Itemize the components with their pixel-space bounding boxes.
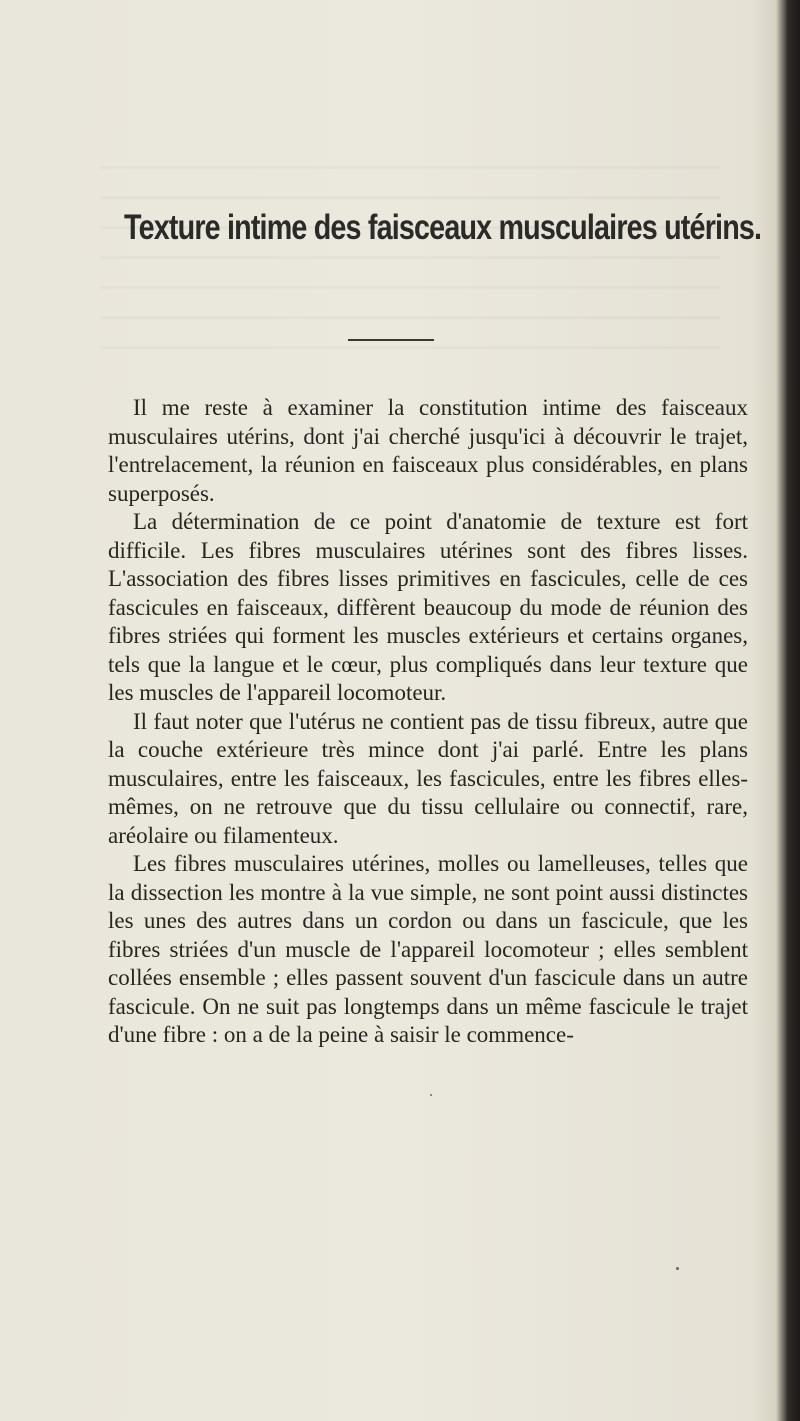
page-title: Texture intime des faisceaux musculaires utérins.: [124, 208, 762, 247]
paragraph-2: La détermination de ce point d'anatomie de texture est fort difficile. Les fibres musculaires utérines sont des fibres lisses. L'association des fibres lisses primitives en fascicules, celle de ces fascicules en faisceaux, diffèrent beaucoup du mode de réunion des fibres striées qui forment les muscles extérieurs et certains organes, tels que la langue et le cœur, plus compliqués dans leur texture que les muscles de l'appareil locomoteur.: [108, 509, 748, 705]
paper-speck: [430, 1094, 432, 1096]
show-through-texture: [100, 140, 762, 370]
paper-speck: [676, 1267, 679, 1270]
paragraph-4: Les fibres musculaires utérines, molles ou lamelleuses, telles que la dissection les montre à la vue simple, ne sont point aussi distinctes les unes des autres dans un cordon ou dans un fascicule, que les fibres striées d'un muscle de l'appareil locomoteur ; elles semblent collées ensemble ; elles passent souvent d'un fascicule dans un autre fascicule. On ne suit pas longtemps dans un même fascicule le trajet d'une fibre : on a de la peine à saisir le commence-: [108, 851, 748, 1047]
paragraph-3: Il faut noter que l'utérus ne contient pas de tissu fibreux, autre que la couche extérieure très mince dont j'ai parlé. Entre les plans musculaires, entre les faisceaux, les fascicules, entre les fibres elles-mêmes, on ne retrouve que du tissu cellulaire ou connectif, rare, aréolaire ou filamenteux.: [108, 708, 748, 848]
body-text: [108, 394, 748, 1050]
paragraph-1: Il me reste à examiner la constitution intime des faisceaux musculaires utérins, dont j'ai cherché jusqu'ici à découvrir le trajet, l'entrelacement, la réunion en faisceaux plus considérables, en plans superposés.: [108, 395, 748, 506]
title-divider: [348, 339, 434, 341]
